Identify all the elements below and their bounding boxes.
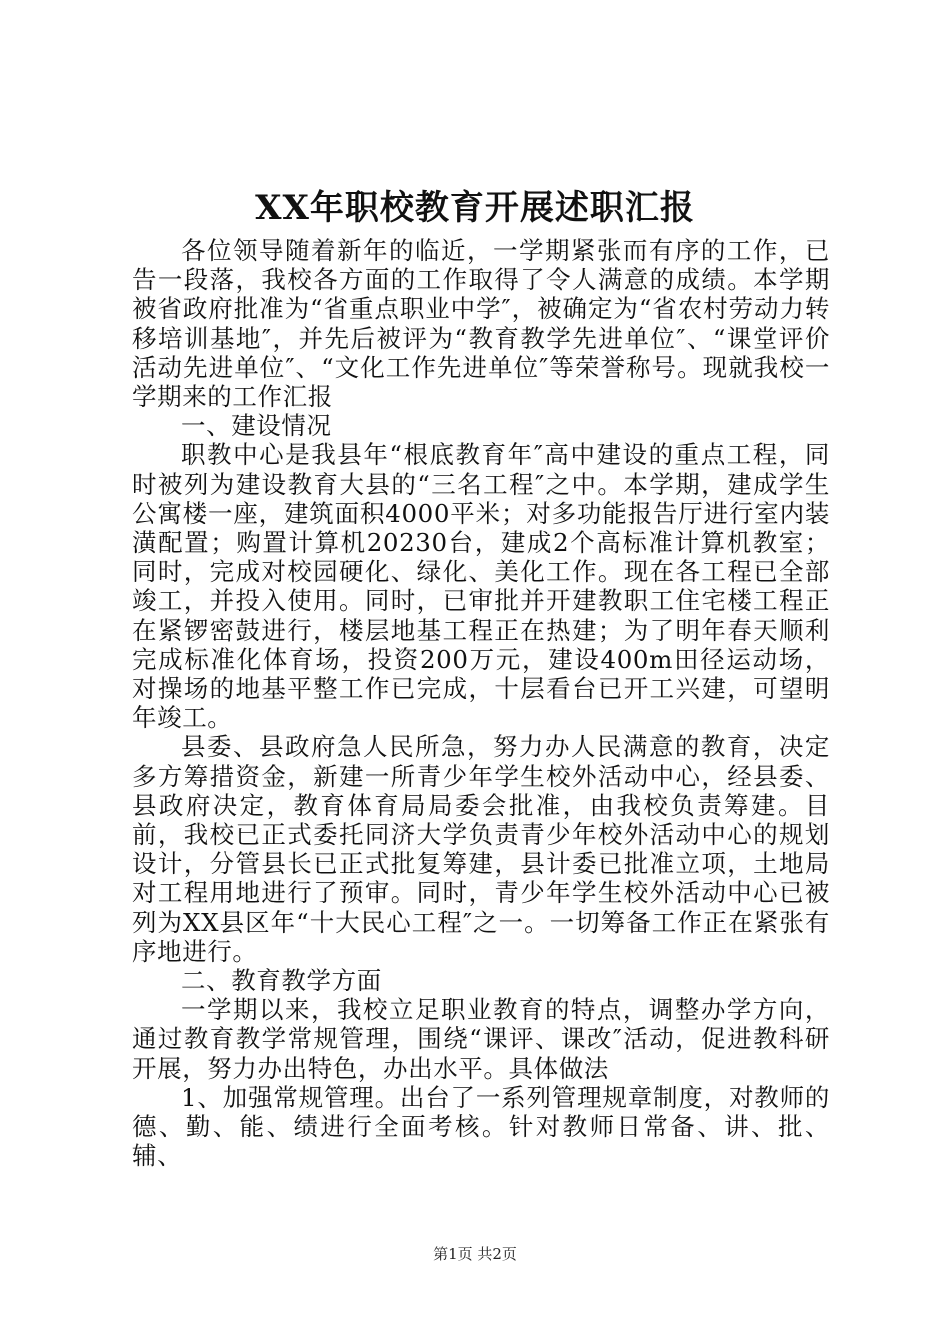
paragraph-teaching-overview: 一学期以来，我校立足职业教育的特点，调整办学方向，通过教育教学常规管理，围绕“课评、课改″活动，促进教科研开展，努力办出特色，办出水平。具体做法 [132, 995, 830, 1083]
document-body [132, 236, 830, 1171]
page-number-footer: 第1页 共2页 [433, 1245, 517, 1263]
paragraph-construction-projects: 职教中心是我县年“根底教育年″高中建设的重点工程，同时被列为建设教育大县的“三名工程″之中。本学期，建成学生公寓楼一座，建筑面积4000平米；对多功能报告厅进行室内装潢配置；购置计算机20230台，建成2个高标准计算机教室；同时，完成对校园硬化、绿化、美化工作。现在各工程已全部竣工，并投入使用。同时，已审批并开建教职工住宅楼工程正在紧锣密鼓进行，楼层地基工程正在热建；为了明年春天顺利完成标准化体育场，投资200万元，建设400m田径运动场，对操场的地基平整工作已完成，十层看台已开工兴建，可望明年竣工。 [132, 440, 830, 733]
section-heading-teaching: 二、教育教学方面 [181, 966, 382, 996]
document-title: XX年职校教育开展述职汇报 [255, 188, 695, 228]
paragraph-routine-management: 1、加强常规管理。出台了一系列管理规章制度，对教师的德、勤、能、绩进行全面考核。针对教师日常备、讲、批、辅、 [132, 1082, 830, 1171]
section-heading-construction: 一、建设情况 [181, 411, 332, 441]
paragraph-activity-center: 县委、县政府急人民所急，努力办人民满意的教育，决定多方筹措资金，新建一所青少年学生校外活动中心，经县委、县政府决定，教育体育局局委会批准，由我校负责筹建。目前，我校已正式委托同济大学负责青少年校外活动中心的规划设计，分管县长已正式批复筹建，县计委已批准立项，土地局对工程用地进行了预审。同时，青少年学生校外活动中心已被列为XX县区年“十大民心工程″之一。一切筹备工作正在紧张有序地进行。 [132, 732, 830, 966]
paragraph-intro: 各位领导随着新年的临近，一学期紧张而有序的工作，已告一段落，我校各方面的工作取得了令人满意的成绩。本学期被省政府批准为“省重点职业中学″，被确定为“省农村劳动力转移培训基地″，并先后被评为“教育教学先进单位″、“课堂评价活动先进单位″、“文化工作先进单位″等荣誉称号。现就我校一学期来的工作汇报 [132, 236, 830, 412]
